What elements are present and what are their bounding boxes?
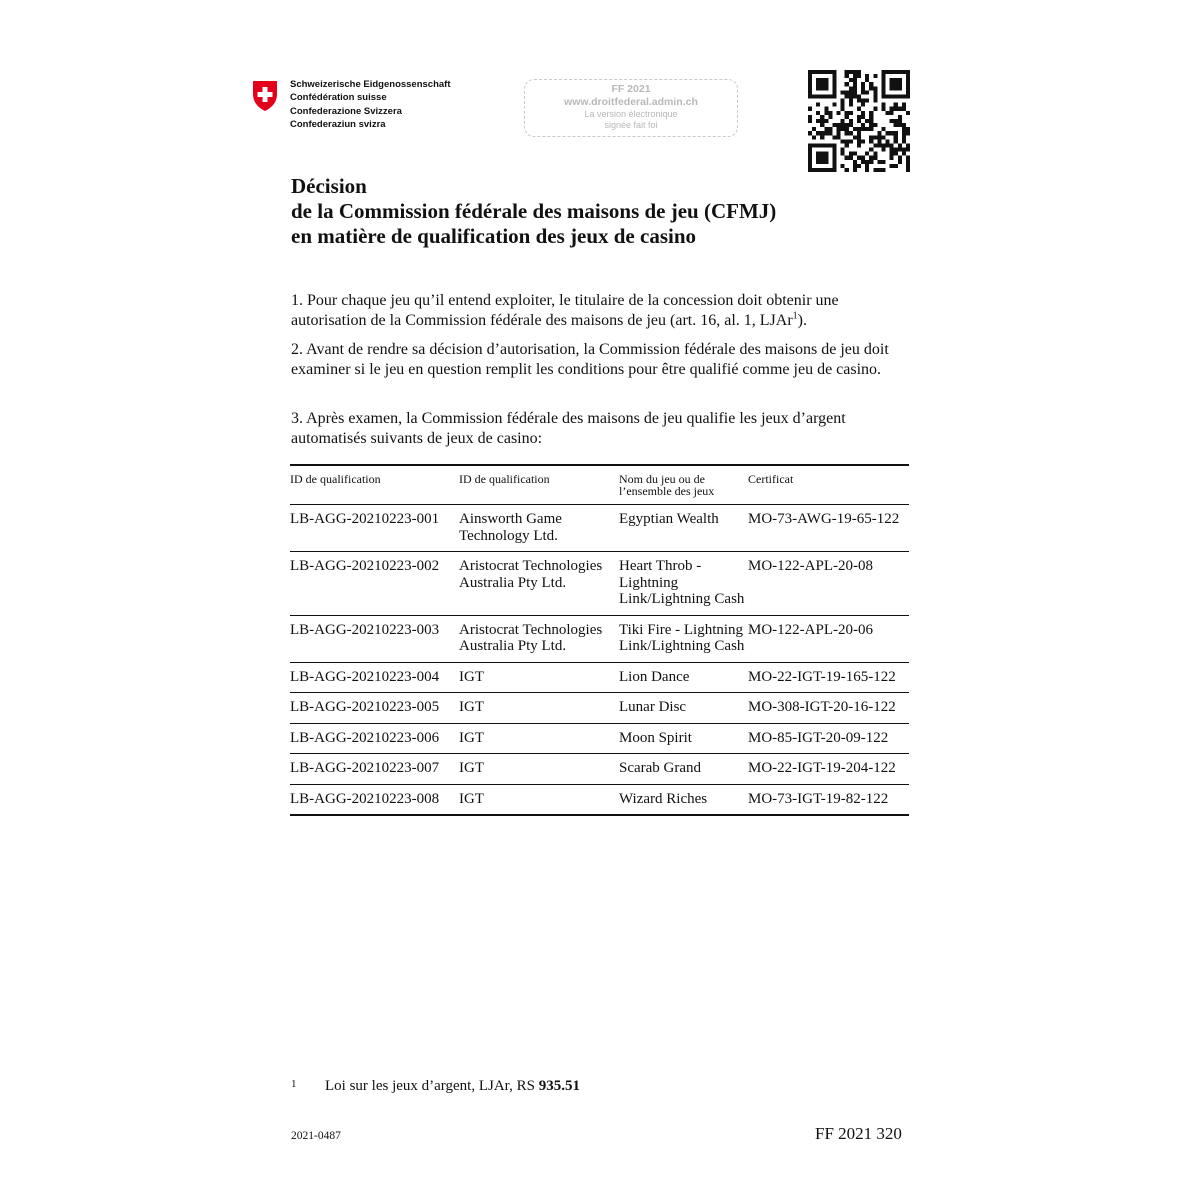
cell-game-name: Wizard Riches: [619, 784, 748, 815]
confederation-line-fr: Confédération suisse: [290, 92, 387, 104]
stamp-url[interactable]: www.droitfederal.admin.ch: [564, 96, 698, 108]
cell-certificate: MO-308-IGT-20-16-122: [748, 693, 909, 724]
cell-manufacturer: Ainsworth Game Technology Ltd.: [459, 505, 619, 552]
title-line-1: Décision: [291, 174, 367, 198]
footnote-text: [325, 1078, 580, 1095]
paragraph-2: 2. Avant de rendre sa décision d’autorisation, la Commission fédérale des maisons de jeu doit examiner si le jeu en question remplit les conditions pour être qualifié comme jeu de casino.: [291, 341, 889, 378]
table-header-row: [290, 465, 909, 505]
cell-qualification-id: LB-AGG-20210223-001: [290, 505, 459, 552]
cell-game-name: Lion Dance: [619, 662, 748, 693]
qr-code-icon: [808, 70, 910, 172]
cell-manufacturer: IGT: [459, 693, 619, 724]
stamp-note-1: La version électronique: [584, 109, 678, 119]
cell-certificate: MO-85-IGT-20-09-122: [748, 723, 909, 754]
cell-game-name: Moon Spirit: [619, 723, 748, 754]
page-reference: FF 2021 320: [815, 1124, 902, 1143]
confederation-name: [290, 78, 451, 132]
cell-qualification-id: LB-AGG-20210223-006: [290, 723, 459, 754]
publication-stamp: [524, 79, 738, 137]
cell-manufacturer: IGT: [459, 662, 619, 693]
confederation-line-it: Confederazione Svizzera: [290, 105, 402, 117]
footnote-ref[interactable]: 1: [792, 310, 798, 322]
cell-certificate: MO-122-APL-20-06: [748, 615, 909, 662]
table-row: [290, 615, 909, 662]
cell-qualification-id: LB-AGG-20210223-002: [290, 552, 459, 616]
paragraph-1: [291, 291, 911, 330]
table-row: [290, 552, 909, 616]
cell-manufacturer: Aristocrat Technologies Australia Pty Ltd.: [459, 552, 619, 616]
qualification-table: [290, 464, 909, 816]
column-header: ID de qualification: [290, 465, 459, 505]
paragraph-1-end: ).: [797, 311, 807, 329]
stamp-note-2: signée fait foi: [604, 120, 658, 130]
cell-qualification-id: LB-AGG-20210223-008: [290, 784, 459, 815]
footnote-law-ref: 935.51: [538, 1078, 580, 1094]
footnote-number: 1: [291, 1078, 297, 1090]
page-title: [291, 174, 776, 249]
cell-manufacturer: Aristocrat Technologies Australia Pty Ltd.: [459, 615, 619, 662]
table-row: [290, 723, 909, 754]
footnote-text-body: Loi sur les jeux d’argent, LJAr, RS: [325, 1078, 539, 1094]
cell-qualification-id: LB-AGG-20210223-004: [290, 662, 459, 693]
cell-game-name: Egyptian Wealth: [619, 505, 748, 552]
table-row: [290, 784, 909, 815]
column-header: Nom du jeu ou de l’ensemble des jeux: [619, 465, 748, 505]
table-row: [290, 505, 909, 552]
cell-game-name: Tiki Fire - Lightning Link/Lightning Cash: [619, 615, 748, 662]
cell-manufacturer: IGT: [459, 754, 619, 785]
cell-game-name: Lunar Disc: [619, 693, 748, 724]
cell-game-name: Heart Throb - Lightning Link/Lightning Cash: [619, 552, 748, 616]
confederation-line-de: Schweizerische Eidgenossenschaft: [290, 79, 451, 90]
confederation-logo: [252, 78, 451, 132]
title-line-3: en matière de qualification des jeux de casino: [291, 224, 697, 248]
cell-certificate: MO-73-AWG-19-65-122: [748, 505, 909, 552]
table-row: [290, 754, 909, 785]
cell-manufacturer: IGT: [459, 723, 619, 754]
swiss-shield-icon: [252, 80, 278, 112]
cell-manufacturer: IGT: [459, 784, 619, 815]
paragraph-3: 3. Après examen, la Commission fédérale des maisons de jeu qualifie les jeux d’argent automatisés suivants de jeux de casino:: [291, 410, 846, 447]
cell-certificate: MO-73-IGT-19-82-122: [748, 784, 909, 815]
footnote: [291, 1078, 580, 1095]
cell-game-name: Scarab Grand: [619, 754, 748, 785]
cell-certificate: MO-22-IGT-19-204-122: [748, 754, 909, 785]
confederation-line-rm: Confederaziun svizra: [290, 119, 386, 131]
table-row: [290, 693, 909, 724]
stamp-edition: FF 2021: [611, 83, 651, 95]
cell-qualification-id: LB-AGG-20210223-003: [290, 615, 459, 662]
cell-certificate: MO-22-IGT-19-165-122: [748, 662, 909, 693]
cell-qualification-id: LB-AGG-20210223-005: [290, 693, 459, 724]
paragraph-1-text: 1. Pour chaque jeu qu’il entend exploiter, le titulaire de la concession doit obtenir une autorisation de la Commission fédérale des maisons de jeu (art. 16, al. 1, LJAr: [291, 292, 839, 329]
column-header: ID de qualification: [459, 465, 619, 505]
cell-certificate: MO-122-APL-20-08: [748, 552, 909, 616]
column-header: Certificat: [748, 465, 909, 505]
cell-qualification-id: LB-AGG-20210223-007: [290, 754, 459, 785]
table-row: [290, 662, 909, 693]
title-line-2: de la Commission fédérale des maisons de jeu (CFMJ): [291, 199, 777, 223]
document-number: 2021-0487: [291, 1130, 341, 1142]
